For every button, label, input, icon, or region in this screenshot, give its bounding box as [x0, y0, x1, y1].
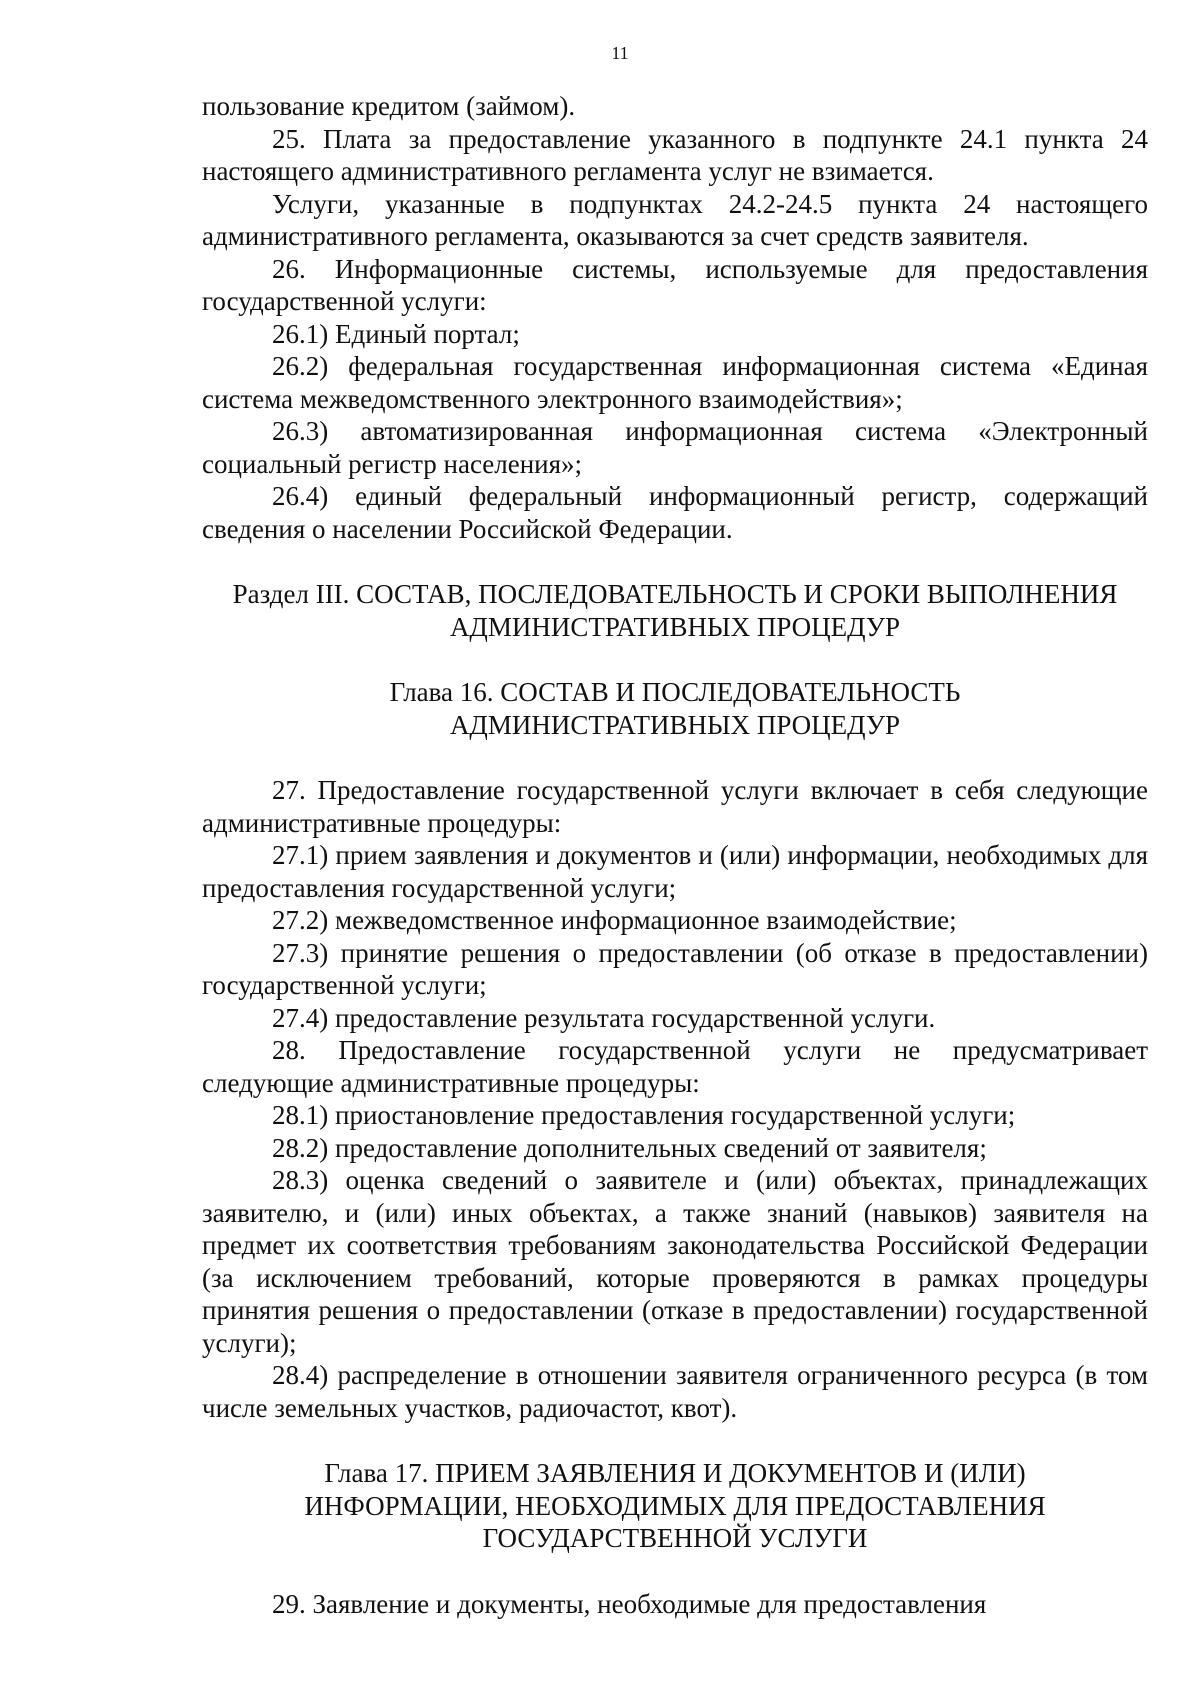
paragraph: 27. Предоставление государственной услуги включает в себя следующие административные процедуры:: [202, 775, 1148, 838]
chapter-heading: [202, 1457, 1148, 1555]
paragraph: 27.1) прием заявления и документов и (или) информации, необходимых для предоставления государственной услуги;: [202, 840, 1148, 903]
heading-line: Глава 17. ПРИЕМ ЗАЯВЛЕНИЯ И ДОКУМЕНТОВ И (ИЛИ): [324, 1458, 1026, 1488]
document-body: [202, 90, 1148, 1620]
paragraph: 26.1) Единый портал;: [272, 318, 520, 349]
paragraph: Услуги, указанные в подпунктах 24.2-24.5 пункта 24 настоящего административного регламента, оказываются за счет средств заявителя.: [202, 188, 1148, 251]
paragraph: 29. Заявление и документы, необходимые для предоставления: [272, 1588, 987, 1619]
paragraph: 26.2) федеральная государственная информационная система «Единая система межведомственного электронного взаимодействия»;: [202, 351, 1148, 414]
paragraph: 26. Информационные системы, используемые для предоставления государственной услуги:: [202, 253, 1148, 316]
paragraph: 28.3) оценка сведений о заявителе и (или) объектах, принадлежащих заявителю, и (или) иных объектах, а также знаний (навыков) заявителя на предмет их соответствия требованиям законодательства Российской Федерации (за исключением требований, которые проверяются в рамках процедуры принятия решения о предоставлении (отказе в предоставлении) государственной услуги);: [202, 1165, 1148, 1358]
heading-line: АДМИНИСТРАТИВНЫХ ПРОЦЕДУР: [449, 709, 901, 740]
heading-line: Глава 16. СОСТАВ И ПОСЛЕДОВАТЕЛЬНОСТЬ: [389, 677, 961, 707]
paragraph: 26.3) автоматизированная информационная система «Электронный социальный регистр населения»;: [202, 416, 1148, 479]
paragraph: 28.4) распределение в отношении заявителя ограниченного ресурса (в том числе земельных участков, радиочастот, квот).: [202, 1360, 1148, 1423]
heading-line: Раздел III. СОСТАВ, ПОСЛЕДОВАТЕЛЬНОСТЬ И СРОКИ ВЫПОЛНЕНИЯ: [232, 579, 1118, 609]
section-heading: [202, 578, 1148, 643]
paragraph: 27.2) межведомственное информационное взаимодействие;: [272, 905, 957, 935]
heading-line: ГОСУДАРСТВЕННОЙ УСЛУГИ: [482, 1523, 868, 1553]
chapter-heading: [202, 676, 1148, 741]
paragraph: 27.3) принятие решения о предоставлении (об отказе в предоставлении) государственной услуги;: [202, 937, 1148, 1000]
paragraph: 25. Плата за предоставление указанного в подпункте 24.1 пункта 24 настоящего административного регламента услуг не взимается.: [202, 123, 1148, 186]
paragraph: 27.4) предоставление результата государственной услуги.: [272, 1002, 936, 1033]
paragraph: 28.1) приостановление предоставления государственной услуги;: [272, 1100, 1016, 1130]
heading-line: АДМИНИСТРАТИВНЫХ ПРОЦЕДУР: [449, 611, 901, 642]
heading-line: ИНФОРМАЦИИ, НЕОБХОДИМЫХ ДЛЯ ПРЕДОСТАВЛЕНИЯ: [304, 1490, 1046, 1521]
paragraph: 28. Предоставление государственной услуги не предусматривает следующие административные процедуры:: [202, 1035, 1148, 1098]
paragraph: 26.4) единый федеральный информационный регистр, содержащий сведения о населении Российской Федерации.: [202, 481, 1148, 544]
page-number: 11: [611, 43, 629, 63]
paragraph: пользование кредитом (займом).: [202, 91, 576, 121]
paragraph: 28.2) предоставление дополнительных сведений от заявителя;: [272, 1132, 987, 1163]
